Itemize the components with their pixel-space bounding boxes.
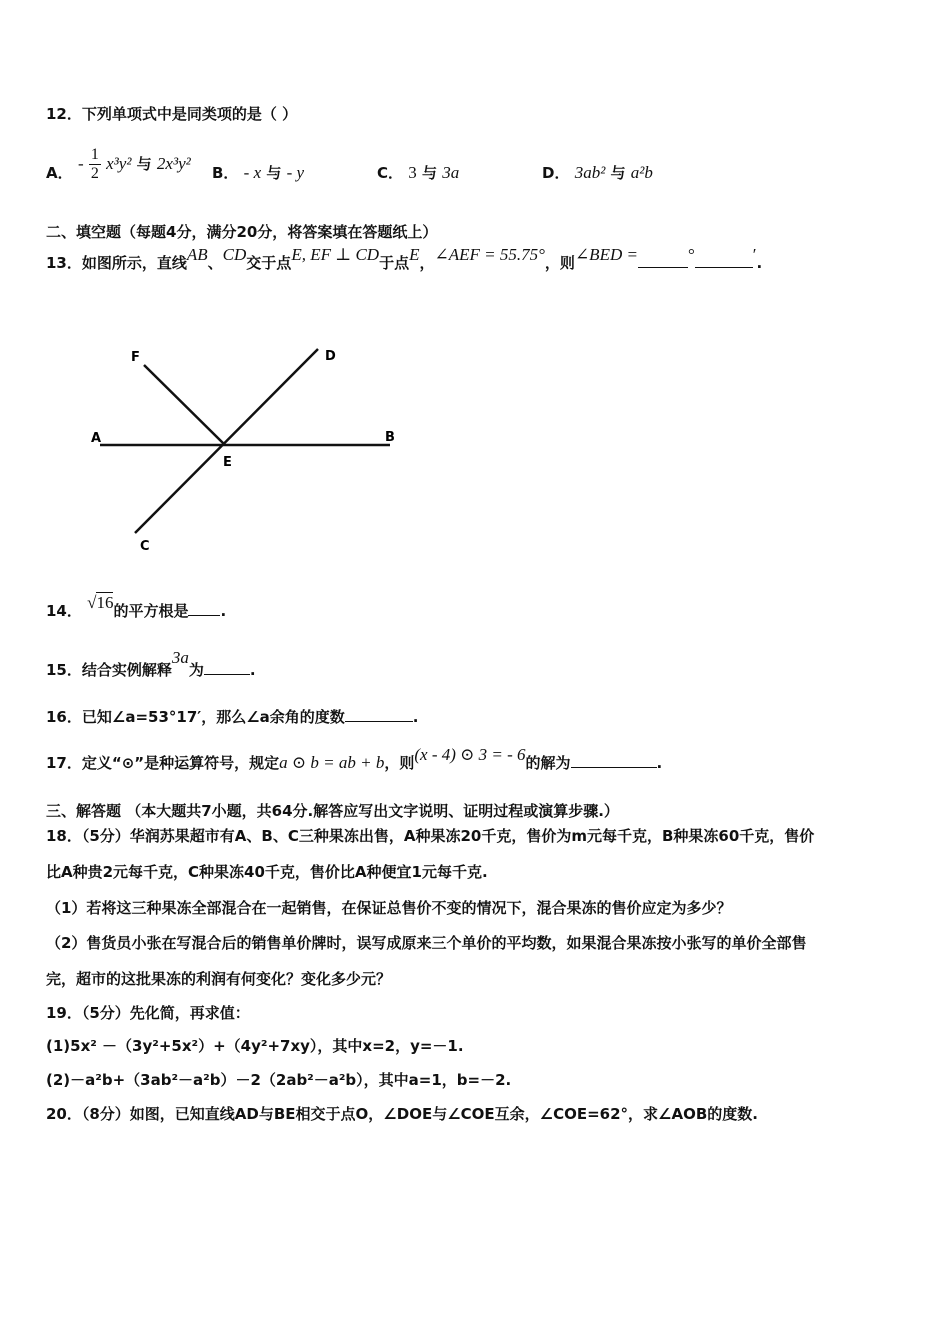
join-word: 与	[266, 164, 282, 182]
q16-text: 16．已知∠a=53°17′，那么∠a余角的度数	[46, 708, 345, 726]
q17-text-1: ，则	[384, 754, 415, 772]
fraction-denominator: 2	[90, 165, 99, 182]
q13-angle-aef: ∠AEF = 55.75°	[434, 245, 545, 264]
join-word: 与	[610, 164, 626, 182]
q13-end: .	[756, 254, 763, 272]
neg-sign: -	[78, 154, 84, 173]
q12-option-b-label: B．	[212, 164, 239, 182]
q14-answer-blank[interactable]	[188, 601, 220, 616]
q18-line-1: 18．（5分）华润苏果超市有A、B、C三种果冻出售，A种果冻20千克，售价为m元每千克，B种果冻60千克，售价	[46, 827, 815, 845]
q13-text-2: 于点	[379, 254, 410, 272]
q13-minute-symbol: ′	[752, 245, 757, 264]
q15-expression: 3a	[171, 648, 189, 667]
q17-equation: (x - 4) ⊙ 3 = - 6	[414, 745, 526, 764]
q18-line-2: 比A种贵2元每千克，C种果冻40千克，售价比A种便宜1元每千克.	[46, 863, 488, 881]
monomial-b1: - x	[243, 163, 262, 182]
q16-end: .	[412, 708, 419, 726]
q20-text: 20．（8分）如图，已知直线AD与BE相交于点O，∠DOE与∠COE互余，∠COE=62°，求∠AOB的度数.	[46, 1105, 758, 1123]
fraction-numerator: 1	[90, 146, 99, 163]
q12-option-c	[377, 162, 459, 183]
monomial-d2: a²b	[630, 163, 653, 182]
ray-ef	[144, 365, 225, 445]
q19-part-1: (1)5x² －（3y²+5x²）+（4y²+7xy），其中x=2，y=－1.	[46, 1037, 464, 1055]
q15-text: 为	[188, 661, 204, 679]
q16	[46, 706, 419, 727]
q17	[46, 745, 663, 773]
monomial-d1: 3ab²	[574, 163, 606, 182]
q17-end: .	[656, 754, 663, 772]
q13-text-1: 交于点	[246, 254, 292, 272]
q15-end: .	[249, 661, 256, 679]
q18-line-3: （1）若将这三种果冻全部混合在一起销售，在保证总售价不变的情况下，混合果冻的售价应定为多少？	[46, 899, 732, 917]
label-f: F	[131, 350, 140, 365]
q13-text-3: ，则	[544, 254, 575, 272]
q15-answer-blank[interactable]	[204, 660, 250, 675]
q12-option-c-label: C．	[377, 164, 404, 182]
q13-condition: E, EF ⊥ CD	[291, 245, 380, 264]
monomial-a1: x³y²	[106, 154, 132, 173]
sqrt-16	[87, 593, 113, 613]
q18-line-4: （2）售货员小张在写混合后的销售单价牌时，误写成原来三个单价的平均数，如果混合果冻按小张写的单价全部售	[46, 934, 807, 952]
q13-angle-bed: ∠BED =	[574, 245, 638, 264]
q13-answer-blank-minutes[interactable]	[695, 253, 753, 268]
q13-degree-symbol: °	[687, 245, 695, 264]
section-2-title: 二、填空题（每题4分，满分20分，将答案填在答题纸上）	[46, 223, 438, 241]
q14-text: 的平方根是	[113, 602, 189, 620]
fraction-half	[89, 146, 101, 183]
q16-answer-blank[interactable]	[345, 707, 413, 722]
q19-title: 19．（5分）先化简，再求值：	[46, 1004, 250, 1022]
sqrt-argument: 16	[96, 593, 114, 612]
sqrt-icon: √	[87, 593, 97, 612]
q18-line-5: 完，超市的这批果冻的利润有何变化？变化多少元？	[46, 970, 392, 988]
label-c: C	[140, 539, 150, 554]
monomial-a2: 2x³y²	[156, 154, 191, 173]
q14	[46, 593, 227, 621]
q12-option-a-label: A．	[46, 164, 73, 182]
q13-answer-blank-degrees[interactable]	[638, 253, 688, 268]
q17-prefix: 17．定义“⊙”是种运算符号，规定	[46, 754, 280, 772]
q17-answer-blank[interactable]	[571, 753, 657, 768]
q17-definition: a ⊙ b = ab + b	[279, 753, 385, 772]
q12-option-d-label: D．	[542, 164, 570, 182]
q13-sep: 、	[207, 254, 223, 272]
q19-part-2: (2)－a²b+（3ab²－a²b）－2（2ab²－a²b），其中a=1，b=－2.	[46, 1071, 512, 1089]
q12-option-b	[212, 162, 304, 183]
join-word: 与	[421, 164, 437, 182]
q12-option-a	[78, 146, 191, 183]
geometry-figure	[80, 335, 410, 560]
monomial-c2: 3a	[442, 163, 460, 182]
q12-stem: 12．下列单项式中是同类项的是（ ）	[46, 105, 298, 123]
q15	[46, 648, 256, 680]
q13-line-ab: AB	[186, 245, 208, 264]
q13-comma: ，	[419, 254, 435, 272]
q13-line-cd: CD	[222, 245, 247, 264]
section-3-title: 三、解答题 （本大题共7小题，共64分.解答应写出文字说明、证明过程或演算步骤.）	[46, 802, 619, 820]
q13-point-e: E	[409, 245, 420, 264]
q13-prefix: 13．如图所示，直线	[46, 254, 187, 272]
q12-option-d	[542, 162, 653, 183]
label-e: E	[223, 455, 232, 470]
q14-end: .	[220, 602, 227, 620]
monomial-c1: 3	[408, 163, 417, 182]
join-word: 与	[136, 155, 152, 173]
q14-prefix: 14．	[46, 602, 82, 620]
q13	[46, 245, 763, 273]
q17-text-2: 的解为	[525, 754, 571, 772]
label-a: A	[91, 431, 102, 446]
label-d: D	[325, 349, 336, 364]
line-cd	[135, 349, 318, 533]
label-b: B	[385, 430, 395, 445]
q15-prefix: 15．结合实例解释	[46, 661, 172, 679]
monomial-b2: - y	[286, 163, 305, 182]
